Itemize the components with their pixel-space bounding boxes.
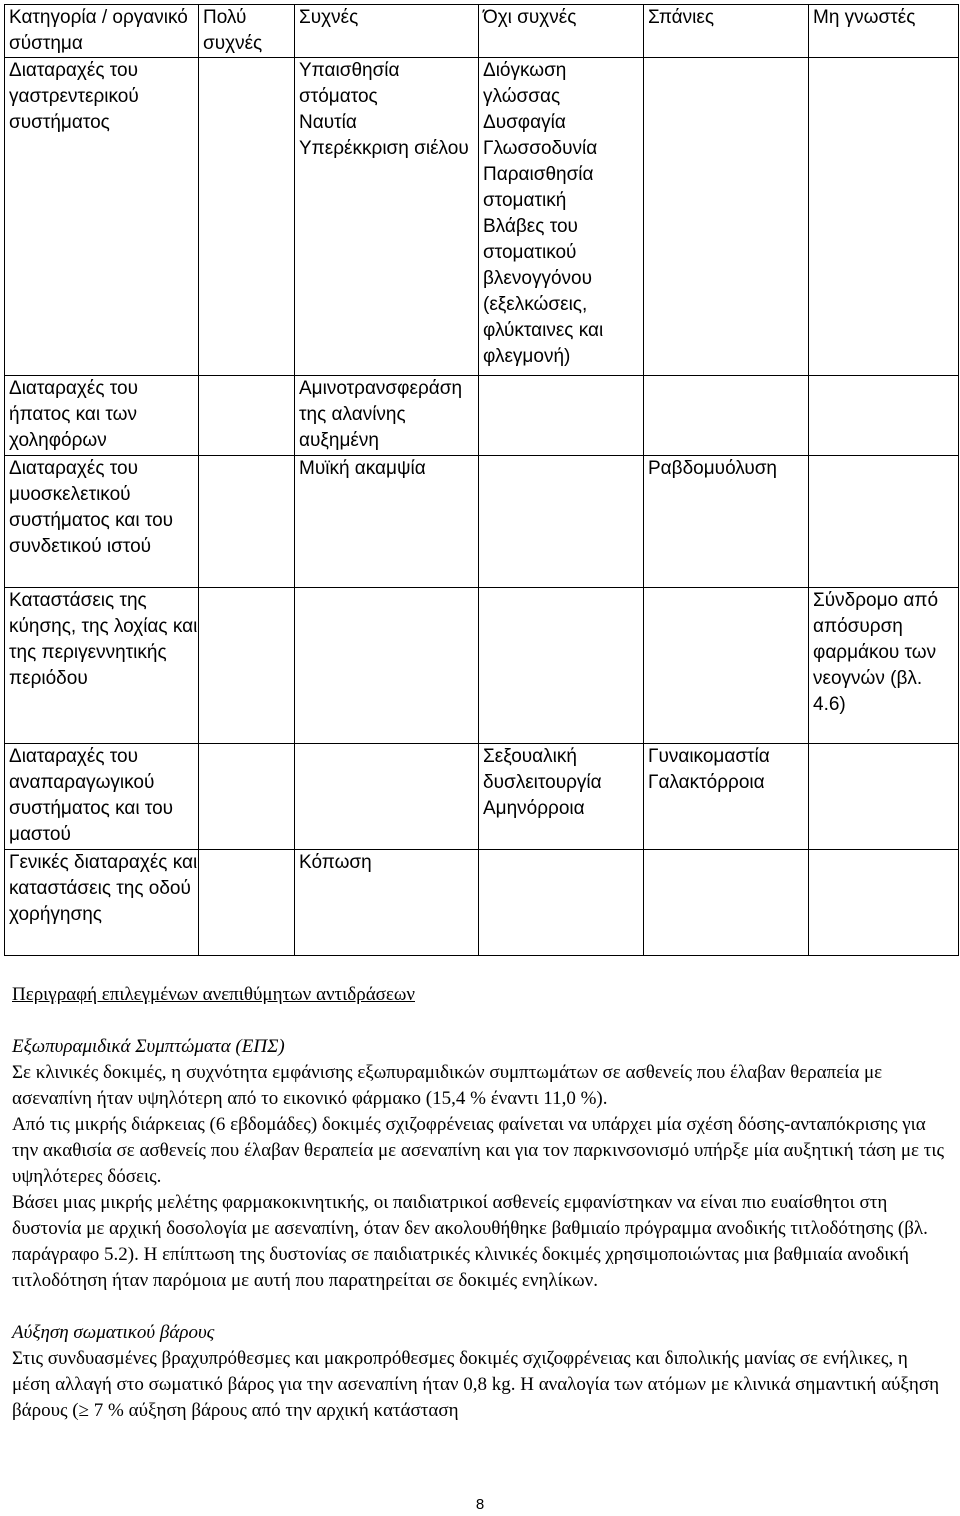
cell-very-common (199, 376, 295, 456)
header-very-common: Πολύ συχνές (199, 5, 295, 58)
section-body (12, 982, 948, 1424)
weight-paragraph-1: Στις συνδυασμένες βραχυπρόθεσμες και μακροπρόθεσμες δοκιμές σχιζοφρένειας και διπολικής μανίας σε ενήλικες, η μέση αλλαγή στο σωματικό βάρος για την ασεναπίνη ήταν 0,8 kg. Η αναλογία των ατόμων με κλινικά σημαντική αύξηση βάρους (≥ 7 % αύξηση βάρους από την αρχική κατάσταση (12, 1348, 940, 1421)
cell-very-common (199, 850, 295, 956)
cell-very-common (199, 588, 295, 744)
cell-uncommon (479, 456, 644, 588)
row-category: Γενικές διαταραχές και καταστάσεις της οδού χορήγησης (5, 850, 199, 956)
cell-rare: Γυναικομαστία Γαλακτόρροια (644, 744, 809, 850)
cell-not-known (809, 744, 959, 850)
header-uncommon: Όχι συχνές (479, 5, 644, 58)
cell-common (295, 744, 479, 850)
table-row (5, 850, 959, 956)
eps-title: Εξωπυραμιδικά Συμπτώματα (ΕΠΣ) (12, 1036, 285, 1057)
header-not-known: Μη γνωστές (809, 5, 959, 58)
cell-rare (644, 850, 809, 956)
row-category: Διαταραχές του γαστρεντερικού συστήματος (5, 58, 199, 376)
cell-uncommon (479, 850, 644, 956)
table-row (5, 744, 959, 850)
cell-common: Μυϊκή ακαμψία (295, 456, 479, 588)
row-category: Διαταραχές του ήπατος και των χοληφόρων (5, 376, 199, 456)
cell-uncommon (479, 588, 644, 744)
cell-common: Κόπωση (295, 850, 479, 956)
spacer (12, 1294, 948, 1320)
cell-not-known (809, 456, 959, 588)
cell-rare (644, 588, 809, 744)
cell-uncommon (479, 376, 644, 456)
row-category: Καταστάσεις της κύησης, της λοχίας και της περιγεννητικής περιόδου (5, 588, 199, 744)
cell-rare (644, 376, 809, 456)
weight-title: Αύξηση σωματικού βάρους (12, 1322, 215, 1343)
cell-uncommon: Σεξουαλική δυσλειτουργία Αμηνόρροια (479, 744, 644, 850)
cell-common: Αμινοτρανσφεράση της αλανίνης αυξημένη (295, 376, 479, 456)
header-common: Συχνές (295, 5, 479, 58)
eps-paragraph-1: Σε κλινικές δοκιμές, η συχνότητα εμφάνισης εξωπυραμιδικών συμπτωμάτων σε ασθενείς που έλαβαν θεραπεία με ασεναπίνη ήταν υψηλότερη από το εικονικό φάρμακο (15,4 % έναντι 11,0 %). (12, 1062, 883, 1109)
row-category: Διαταραχές του αναπαραγωγικού συστήματος και του μαστού (5, 744, 199, 850)
cell-not-known: Σύνδρομο από απόσυρση φαρμάκου των νεογνών (βλ. 4.6) (809, 588, 959, 744)
cell-rare: Ραβδομυόλυση (644, 456, 809, 588)
table-row (5, 58, 959, 376)
cell-very-common (199, 58, 295, 376)
cell-common (295, 588, 479, 744)
cell-uncommon: Διόγκωση γλώσσας Δυσφαγία Γλωσσοδυνία Παραισθησία στοματική Βλάβες του στοματικού βλενογγόνου (εξελκώσεις, φλύκταινες και φλεγμονή) (479, 58, 644, 376)
row-category: Διαταραχές του μυοσκελετικού συστήματος και του συνδετικού ιστού (5, 456, 199, 588)
page-number: 8 (475, 1496, 485, 1513)
cell-very-common (199, 456, 295, 588)
cell-rare (644, 58, 809, 376)
table-header-row (5, 5, 959, 58)
spacer (12, 1008, 948, 1034)
adverse-reactions-table (4, 4, 959, 956)
section-heading: Περιγραφή επιλεγμένων ανεπιθύμητων αντιδράσεων (12, 984, 415, 1005)
cell-not-known (809, 376, 959, 456)
table-row (5, 456, 959, 588)
table-row (5, 376, 959, 456)
table-row (5, 588, 959, 744)
eps-paragraph-3: Βάσει μιας μικρής μελέτης φαρμακοκινητικής, οι παιδιατρικοί ασθενείς εμφανίστηκαν να είναι πιο ευαίσθητοι στη δυστονία με αρχική δοσολογία με ασεναπίνη, όταν δεν ακολουθήθηκε βαθμιαίο πρόγραμμα ανοδικής τιτλοδότησης (βλ. παράγραφο 5.2). Η επίπτωση της δυστονίας σε παιδιατρικές κλινικές δοκιμές χρησιμοποιώντας μια βαθμιαία ανοδική τιτλοδότηση ήταν παρόμοια με αυτή που παρατηρείται σε δοκιμές ενηλίκων. (12, 1192, 928, 1291)
cell-common: Υπαισθησία στόματος Ναυτία Υπερέκκριση σιέλου (295, 58, 479, 376)
header-category: Κατηγορία / οργανικό σύστημα (5, 5, 199, 58)
eps-paragraph-2: Από τις μικρής διάρκειας (6 εβδομάδες) δοκιμές σχιζοφρένειας φαίνεται να υπάρχει μία σχέση δόσης-ανταπόκρισης για την ακαθισία σε ασθενείς που έλαβαν θεραπεία με ασεναπίνη και για τον παρκινσονισμό υπήρξε μία αυξητική τάση με τις υψηλότερες δόσεις. (12, 1114, 945, 1187)
header-rare: Σπάνιες (644, 5, 809, 58)
cell-not-known (809, 58, 959, 376)
cell-not-known (809, 850, 959, 956)
cell-very-common (199, 744, 295, 850)
